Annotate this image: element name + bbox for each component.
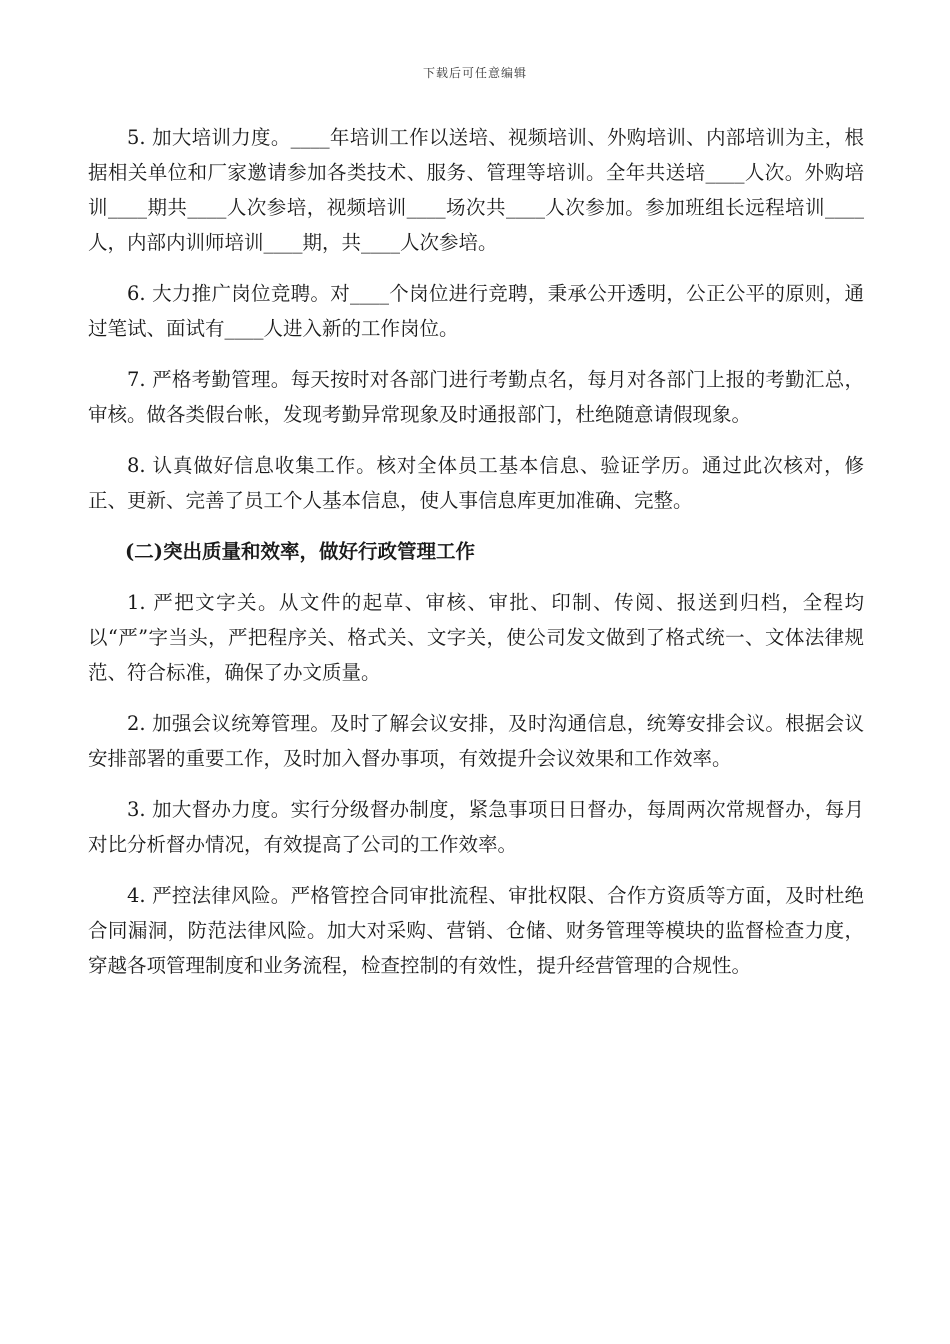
paragraph-training: 5. 加大培训力度。____年培训工作以送培、视频培训、外购培训、内部培训为主，根据相关单位和厂家邀请参加各类技术、服务、管理等培训。全年共送培____人次。外购培训____期共____人次参培，视频培训____场次共____人次参加。参加班组长远程培训____人，内部内训师培训____期，共____人次参培。: [88, 126, 864, 254]
paragraph-job-competition: 6. 大力推广岗位竞聘。对____个岗位进行竞聘，秉承公开透明，公正公平的原则，通过笔试、面试有____人进入新的工作岗位。: [88, 282, 864, 340]
page-header-note: 下载后可任意编辑: [422, 66, 527, 80]
paragraph-document-control: 1. 严把文字关。从文件的起草、审核、审批、印制、传阅、报送到归档，全程均以“严”字当头，严把程序关、格式关、文字关，使公司发文做到了格式统一、文体法律规范、符合标准，确保了办文质量。: [88, 591, 864, 684]
paragraph-supervision: 3. 加大督办力度。实行分级督办制度，紧急事项日日督办，每周两次常规督办，每月对比分析督办情况，有效提高了公司的工作效率。: [88, 798, 864, 856]
paragraph-legal-risk: 4. 严控法律风险。严格管控合同审批流程、审批权限、合作方资质等方面，及时杜绝合同漏洞，防范法律风险。加大对采购、营销、仓储、财务管理等模块的监督检查力度，穿越各项管理制度和业务流程，检查控制的有效性，提升经营管理的合规性。: [88, 884, 864, 977]
paragraph-info-collection: 8. 认真做好信息收集工作。核对全体员工基本信息、验证学历。通过此次核对，修正、更新、完善了员工个人基本信息，使人事信息库更加准确、完整。: [88, 454, 864, 512]
section-heading-admin: (二)突出质量和效率，做好行政管理工作: [125, 540, 475, 563]
paragraph-meeting-management: 2. 加强会议统筹管理。及时了解会议安排，及时沟通信息，统筹安排会议。根据会议安排部署的重要工作，及时加入督办事项，有效提升会议效果和工作效率。: [88, 712, 864, 770]
paragraph-attendance: 7. 严格考勤管理。每天按时对各部门进行考勤点名，每月对各部门上报的考勤汇总，审核。做各类假台帐，发现考勤异常现象及时通报部门，杜绝随意请假现象。: [88, 368, 864, 426]
document-body: [88, 120, 864, 999]
